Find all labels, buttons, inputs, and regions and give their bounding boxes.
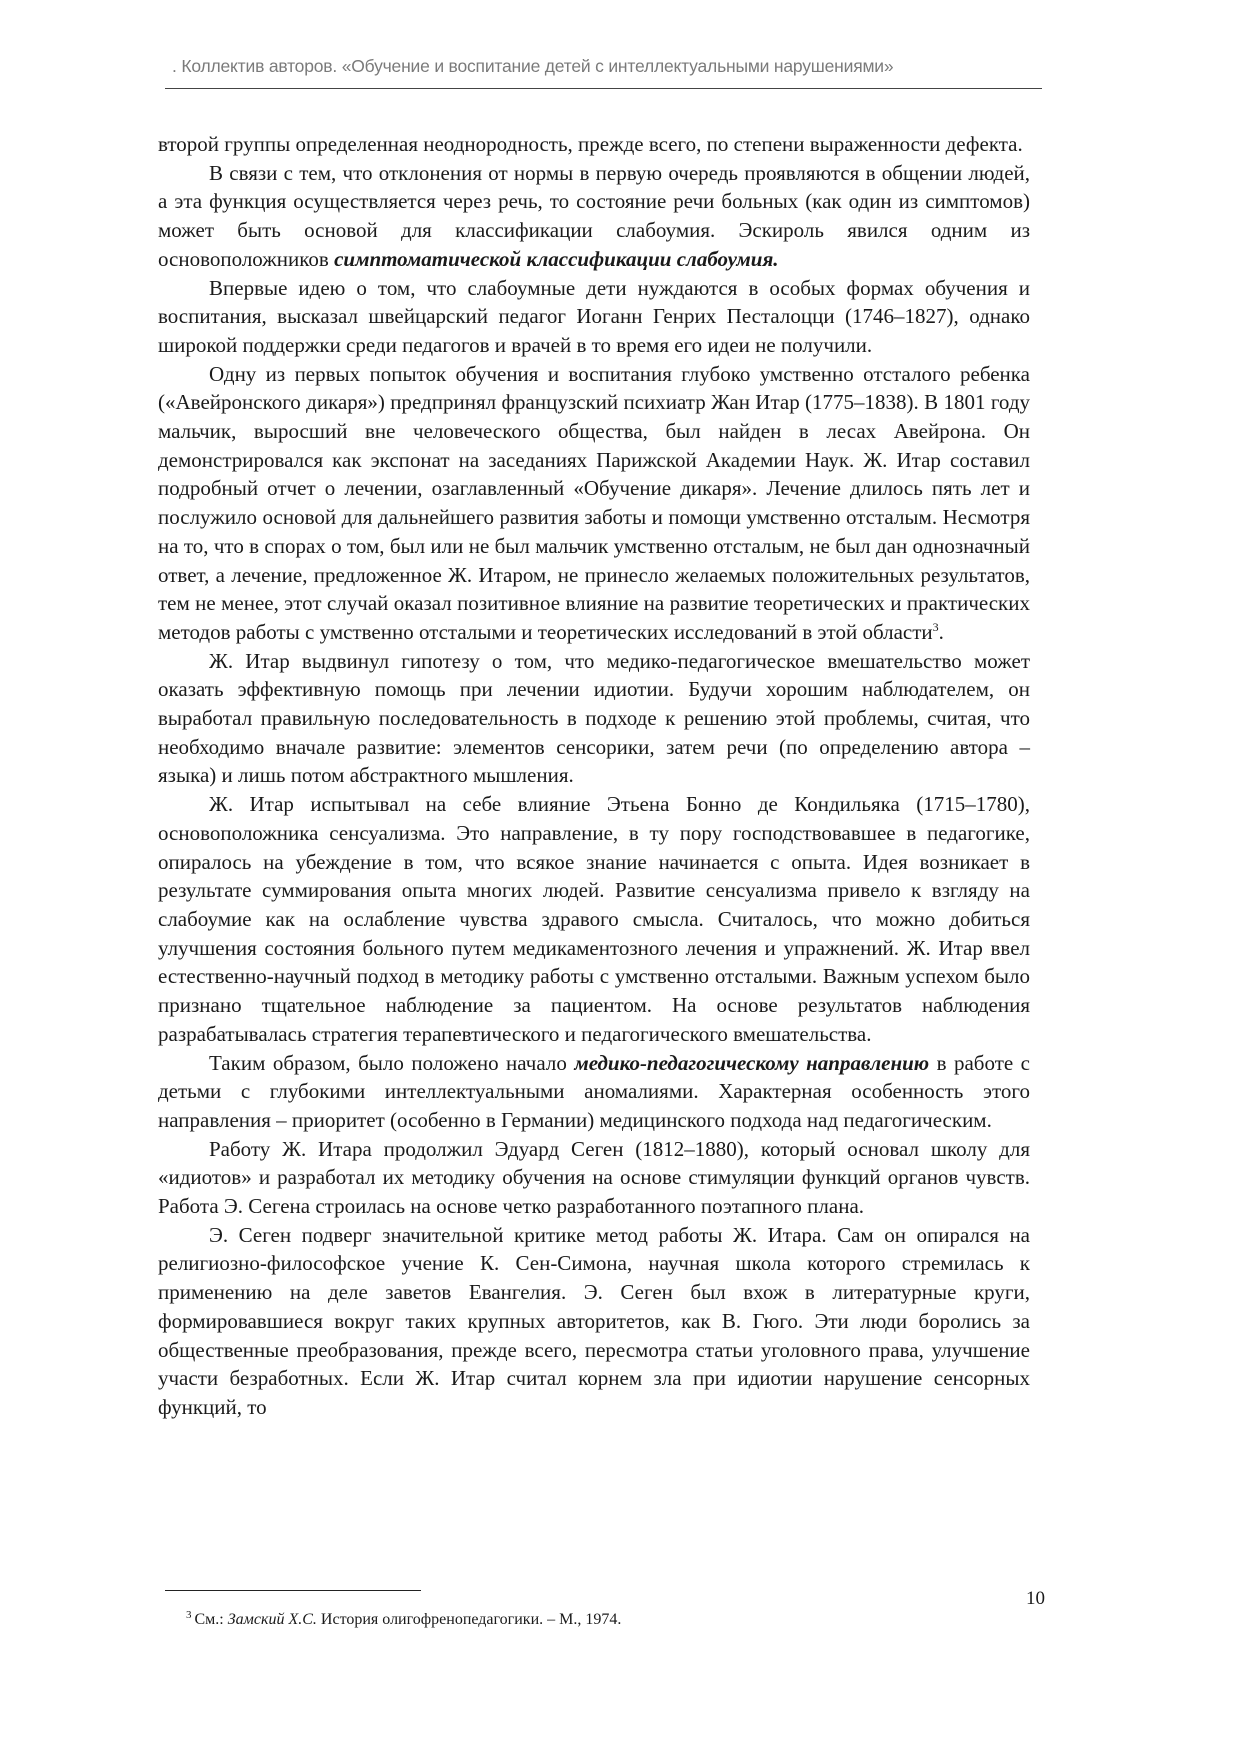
footnote-prefix: См.: — [194, 1611, 228, 1628]
paragraph: Впервые идею о том, что слабоумные дети нуждаются в особых формах обучения и воспитания, высказал швейцарский педагог Иоганн Генрих Песталоцци (1746–1827), однако широкой поддержки среди педагогов и врачей в то время его идеи не получили. — [158, 275, 1030, 357]
paragraph: Работу Ж. Итара продолжил Эдуард Сеген (1812–1880), который основал школу для «идиотов» и разработал их методику обучения на основе стимуляции функций органов чувств. Работа Э. Сегена строилась на основе четко разработанного поэтапного плана. — [158, 1136, 1030, 1219]
paragraph-text: в работе с детьми с глубокими интеллектуальными аномалиями. Характерная особенность этого направления – приоритет (особенно в Германии) медицинского подхода над педагогическим. — [158, 1050, 1030, 1132]
paragraph — [158, 159, 1030, 274]
paragraph: Э. Сеген подверг значительной критике метод работы Ж. Итара. Сам он опирался на религиозно-философское учение К. Сен-Симона, научная школа которого стремилась к применению на деле заветов Евангелия. Э. Сеген был вхож в литературные круги, формировавшиеся вокруг таких крупных авторитетов, как В. Гюго. Эти люди боролись за общественные преобразования, прежде всего, пересмотра статьи уголовного права, улучшение участи безработных. Если Ж. Итар считал корнем зла при идиотии нарушение сенсорных функций, то — [158, 1222, 1030, 1419]
page-number: 10 — [1026, 1588, 1045, 1609]
paragraph: Ж. Итар испытывал на себе влияние Этьена Бонно де Кондильяка (1715–1780), основоположника сенсуализма. Это направление, в ту пору господствовавшее в педагогике, опиралось на убеждение в том, что всякое знание начинается с опыта. Идея возникает в результате суммирования опыта многих людей. Развитие сенсуализма привело к взгляду на слабоумие как на ослабление чувства здравого смысла. Считалось, что можно добиться улучшения состояния больного путем медикаментозного лечения и упражнений. Ж. Итар ввел естественно-научный подход в методику работы с умственно отсталыми. Важным успехом было признано тщательное наблюдение за пациентом. На основе результатов наблюдения разрабатывалась стратегия терапевтического и педагогического вмешательства. — [158, 792, 1030, 1046]
running-header: . Коллектив авторов. «Обучение и воспитание детей с интеллектуальными нарушениями» — [172, 56, 894, 76]
header-rule — [165, 88, 1042, 89]
emphasis-term: медико-педагогическому направлению — [574, 1050, 930, 1075]
paragraph: Ж. Итар выдвинул гипотезу о том, что медико-педагогическое вмешательство может оказать эффективную помощь при лечении идиотии. Будучи хорошим наблюдателем, он выработал правильную последовательность в подходе к решению этой проблемы, считая, что необходимо вначале развитие: элементов сенсорики, затем речи (по определению автора – языка) и лишь потом абстрактного мышления. — [158, 648, 1030, 788]
paragraph: второй группы определенная неоднородность, прежде всего, по степени выраженности дефекта. — [158, 132, 1023, 156]
footnote — [186, 1608, 986, 1629]
paragraph-text-end: . — [938, 619, 944, 644]
footnote-text: История олигофренопедагогики. – М., 1974. — [316, 1611, 622, 1628]
emphasis-term: симптоматической классификации слабоумия. — [334, 246, 779, 271]
body-text — [158, 130, 1030, 1422]
paragraph — [158, 360, 1030, 647]
footnote-mark: 3 — [186, 1608, 192, 1621]
paragraph-text: В связи с тем, что отклонения от нормы в первую очередь проявляются в общении людей, а эта функция осуществляется через речь, то состояние речи больных (как один из симптомов) может быть основой для классификации слабоумия. Эскироль явился одним из основоположников — [158, 160, 1030, 271]
paragraph-text: Одну из первых попыток обучения и воспитания глубоко умственно отсталого ребенка («Авейронского дикаря») предпринял французский психиатр Жан Итар (1775–1838). В 1801 году мальчик, выросший вне человеческого общества, был найден в лесах Авейрона. Он демонстрировался как экспонат на заседаниях Парижской Академии Наук. Ж. Итар составил подробный отчет о лечении, озаглавленный «Обучение дикаря». Лечение длилось пять лет и послужило основой для дальнейшего развития заботы и помощи умственно отсталым. Несмотря на то, что в спорах о том, был или не был мальчик умственно отсталым, не был дан однозначный ответ, а лечение, предложенное Ж. Итаром, не принесло желаемых положительных результатов, тем не менее, этот случай оказал позитивное влияние на развитие теоретических и практических методов работы с умственно отсталыми и теоретических исследований в этой области — [158, 361, 1030, 644]
footnote-separator — [165, 1590, 421, 1591]
footnote-author: Замский Х.С. — [227, 1611, 317, 1628]
paragraph-text: Таким образом, было положено начало — [209, 1050, 575, 1075]
paragraph — [158, 1049, 1030, 1135]
footnote-reference[interactable]: 3 — [932, 619, 939, 634]
